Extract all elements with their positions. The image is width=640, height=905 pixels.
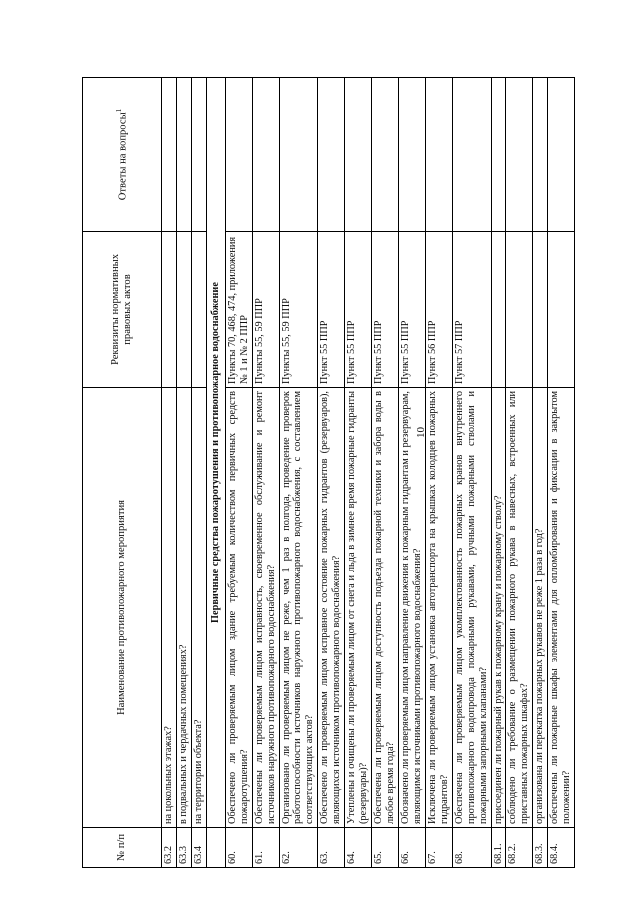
row-requisites [191,232,206,388]
header-name: Наименование противопожарного мероприятия [83,388,162,828]
row-name: на территории объекта? [191,388,206,828]
row-num: 63. [318,828,345,868]
row-num: 63.4 [191,828,206,868]
table-row [162,78,177,868]
rotated-table-wrapper [82,78,575,868]
row-requisites [491,232,506,388]
row-name: Обеспечены ли проверяемым лицом исправность, своевременное обслуживание и ремонт источников наружного противопожарного водоснабжения? [252,388,279,828]
row-num: 68.4. [548,828,575,868]
row-answer [176,78,191,232]
row-answer [533,78,548,232]
section-title: Первичные средства пожаротушения и противопожарное водоснабжение [206,78,225,828]
table-row [533,78,548,868]
table-row [425,78,452,868]
row-answer [225,78,252,232]
table-row [176,78,191,868]
table-row [318,78,345,868]
row-answer [506,78,533,232]
row-name: Обеспечена ли проверяемым лицом укомплектованность пожарных кранов внутреннего противопожарного водопровода пожарными рукавами, ручными пожарными стволами и пожарными запорными клапанами? [452,388,491,828]
row-num: 67. [425,828,452,868]
checklist-table [82,77,575,868]
table-row [398,78,425,868]
row-answer [372,78,399,232]
table-row [372,78,399,868]
row-answer [345,78,372,232]
row-requisites [176,232,191,388]
row-answer [279,78,318,232]
row-num: 63.3 [176,828,191,868]
header-answers: Ответы на вопросы$^1$ [83,78,162,232]
row-num: 68.2. [506,828,533,868]
row-answer [318,78,345,232]
row-name: Обеспечена ли проверяемым лицом доступность подъезда пожарной техники и забора воды в любое время года? [372,388,399,828]
row-answer [252,78,279,232]
row-num: 62. [279,828,318,868]
row-requisites: Пункт 55 ППР [318,232,345,388]
header-num: № п/п [83,828,162,868]
row-requisites: Пункты 55, 59 ППР [279,232,318,388]
row-num: 60. [225,828,252,868]
row-name: Обеспечено ли проверяемым лицом исправное состояние пожарных гидрантов (резервуаров), являющихся источником противопожарного водоснабжения? [318,388,345,828]
header-row [83,78,162,868]
page-number: 10 [415,427,427,438]
row-answer [398,78,425,232]
row-requisites: Пункт 55 ППР [372,232,399,388]
row-name: Исключена ли проверяемым лицом установка автотранспорта на крышках колодцев пожарных гидрантов? [425,388,452,828]
row-requisites: Пункты 70, 468, 474, приложения № 1 и № 2 ППР [225,232,252,388]
table-row [252,78,279,868]
row-name: соблюдено ли требование о размещении пожарного рукава в навесных, встроенных или приставных пожарных шкафах? [506,388,533,828]
row-requisites [533,232,548,388]
row-requisites: Пункт 56 ППР [425,232,452,388]
row-requisites: Пункты 55, 59 ППР [252,232,279,388]
table-row [491,78,506,868]
row-answer [548,78,575,232]
table-row [548,78,575,868]
row-name: присоединен ли пожарный рукав к пожарному крану и пожарному стволу? [491,388,506,828]
row-answer [491,78,506,232]
row-name: на цокольных этажах? [162,388,177,828]
row-name: Обеспечено ли проверяемым лицом здание требуемым количеством первичных средств пожаротушения? [225,388,252,828]
table-row [345,78,372,868]
table-row [225,78,252,868]
row-requisites: Пункт 55 ППР [398,232,425,388]
row-name: в подвальных и чердачных помещениях? [176,388,191,828]
row-answer [452,78,491,232]
row-requisites: Пункт 55 ППР [345,232,372,388]
row-num: 68.1. [491,828,506,868]
row-answer [191,78,206,232]
row-requisites [162,232,177,388]
row-num: 68.3. [533,828,548,868]
row-requisites [506,232,533,388]
section-spacer [206,828,225,868]
section-row [206,78,225,868]
table-row [452,78,491,868]
row-name: обеспечены ли пожарные шкафы элементами для опломбирования и фиксации в закрытом положении? [548,388,575,828]
row-name: Утеплены и очищены ли проверяемым лицом от снега и льда в зимнее время пожарные гидранты (резервуары)? [345,388,372,828]
row-num: 64. [345,828,372,868]
row-num: 68. [452,828,491,868]
row-requisites [548,232,575,388]
table-row [506,78,533,868]
row-num: 63.2 [162,828,177,868]
row-num: 66. [398,828,425,868]
row-name: Организовано ли проверяемым лицом не реже, чем 1 раз в полгода, проведение проверок работоспособности источников наружного противопожарного водоснабжения, с составлением соответствующих актов? [279,388,318,828]
row-name: организована ли перекатка пожарных рукавов не реже 1 раза в год? [533,388,548,828]
row-num: 65. [372,828,399,868]
table-row [279,78,318,868]
header-requisites: Реквизиты нормативных правовых актов [83,232,162,388]
row-answer [162,78,177,232]
row-name: Обозначено ли проверяемым лицом направление движения к пожарным гидрантам и резервуарам, являющимся источниками противопожарного водоснабжения? [398,388,425,828]
row-num: 61. [252,828,279,868]
row-requisites: Пункт 57 ППР [452,232,491,388]
row-answer [425,78,452,232]
table-row [191,78,206,868]
